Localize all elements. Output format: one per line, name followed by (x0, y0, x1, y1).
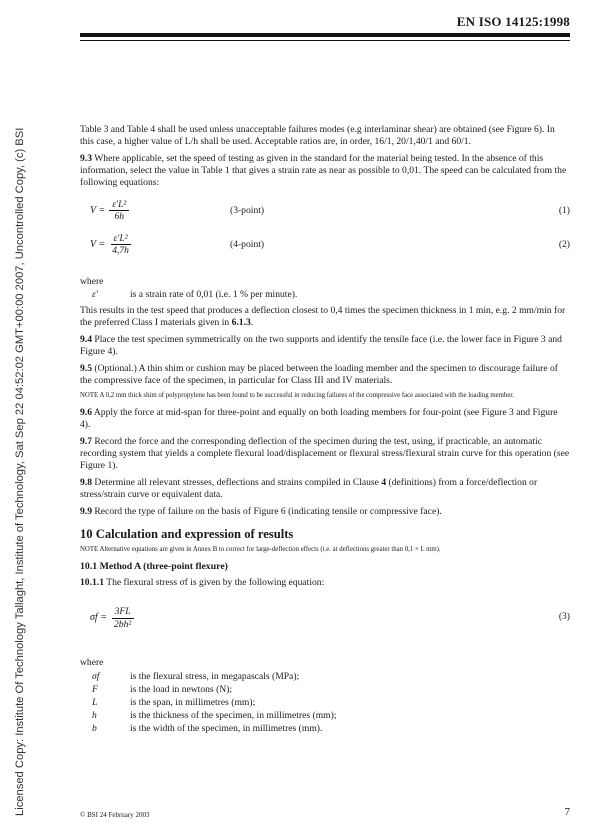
intro-paragraph: Table 3 and Table 4 shall be used unless unacceptable failures modes (e.g interlaminar shear) are obtained (see Figure 6). In this case, a higher value of L/h shall be used. Acceptable ratios are, in order, 16/1, 20/1,40/1 and 60/1. (80, 124, 555, 147)
method-a-heading: 10.1 Method A (three-point flexure) (80, 561, 228, 573)
clause-10-1-1: 10.1.1 The flexural stress σf is given by the following equation: (80, 577, 325, 589)
clause-9-9: 9.9 Record the type of failure on the basis of Figure 6 (indicating tensile or compressive face). (80, 505, 442, 517)
license-sidebar (0, 0, 26, 833)
equation-description: (3-point) (230, 204, 265, 216)
symbol-definition: σf is the flexural stress, in megapascals (MPa); (92, 671, 300, 683)
where-label: where (80, 275, 104, 287)
document-standard-number: EN ISO 14125:1998 (456, 14, 570, 29)
symbol-definition: ε′ is a strain rate of 0,01 (i.e. 1 % per minute). (92, 288, 298, 300)
symbol-list (80, 671, 570, 736)
equation-3 (80, 597, 570, 639)
clause-9-7: 9.7 Record the force and the corresponding deflection of the specimen during the test, using, if practicable, an automatic recording system that yields a complete flexural load/displacement or flexural stress/flexural strain curve for this operation (see Figure 1). (80, 435, 570, 471)
page-number: 7 (564, 806, 570, 818)
note-shim: NOTE A 0,2 mm thick shim of polypropylene has been found to be successful in reducing failures of the compressive face associated with the loading member. (80, 391, 514, 399)
note-annex-b: NOTE Alternative equations are given in Annex B to correct for large-deflection effects (i.e. at deflections greater than 0,1 × L mm). (80, 546, 441, 554)
equation-1 (80, 194, 570, 228)
section-10-heading: 10 Calculation and expression of results (80, 526, 294, 541)
equation-number: (1) (558, 204, 570, 216)
speed-result-paragraph: This results in the test speed that produces a deflection closest to 0,4 times the specimen thickness in 1 min, e.g. 2 mm/min for the preferred Class I materials given in 6.1.3. (80, 304, 566, 328)
symbol-definition: h is the thickness of the specimen, in millimetres (mm); (92, 710, 337, 722)
symbol-definition: L is the span, in millimetres (mm); (92, 697, 256, 709)
equation-fraction: $\frac{3FL}{\text{2bh²}}$ (111, 606, 134, 630)
header-rule-thin (80, 40, 570, 41)
equation-lhs: σf = (90, 612, 107, 624)
clause-9-4: 9.4 Place the test specimen symmetrically on the two supports and identify the tensile face (i.e. the lower face in Figure 3 and Figure 4). (80, 333, 562, 357)
equation-number: (3) (558, 611, 570, 623)
symbol-definition: F is the load in newtons (N); (92, 684, 233, 696)
equation-lhs: V = (90, 204, 106, 216)
symbol-definition: b is the width of the specimen, in millimetres (mm). (92, 723, 323, 735)
clause-9-5: 9.5 (Optional.) A thin shim or cushion may be placed between the loading member and the specimen to discourage failure of the compressive face of the specimen, in particular for Class III and IV materials. (80, 362, 558, 386)
footer-copyright: © BSI 24 February 2003 (80, 811, 150, 819)
clause-9-8: 9.8 Determine all relevant stresses, deflections and strains compiled in Clause 4 (definitions) from a force/deflection or stress/strain curve or equivalent data. (80, 476, 538, 500)
equation-2 (80, 228, 570, 262)
equation-description: (4-point) (230, 238, 265, 250)
page-body (80, 124, 570, 736)
equation-fraction: $\frac{\text{ε′L²}}{4,7h}$ (112, 232, 129, 257)
where-label: where (80, 657, 104, 669)
equation-fraction: $\frac{\text{ε′L²}}{6h}$ (109, 199, 129, 223)
clause-9-3: 9.3 Where applicable, set the speed of testing as given in the standard for the material being tested. In the absence of this information, select the value in Table 1 that gives a strain rate as near as possible to 0,01. The speed can be calculated from the following equations: (80, 152, 567, 188)
clause-9-6: 9.6 Apply the force at mid-span for three-point and equally on both loading members for four-point (see Figure 3 and Figure 4). (80, 406, 558, 430)
equation-lhs: V = (90, 238, 106, 250)
license-text: Licensed Copy: Institute Of Technology Tallaght, Institute of Technology, Sat Sep 22 04:52:02 GMT+00:00 2007, Uncontrolled Copy, (c) BSI (14, 127, 26, 816)
header-rule-thick (80, 33, 570, 37)
equation-number: (2) (558, 238, 570, 250)
